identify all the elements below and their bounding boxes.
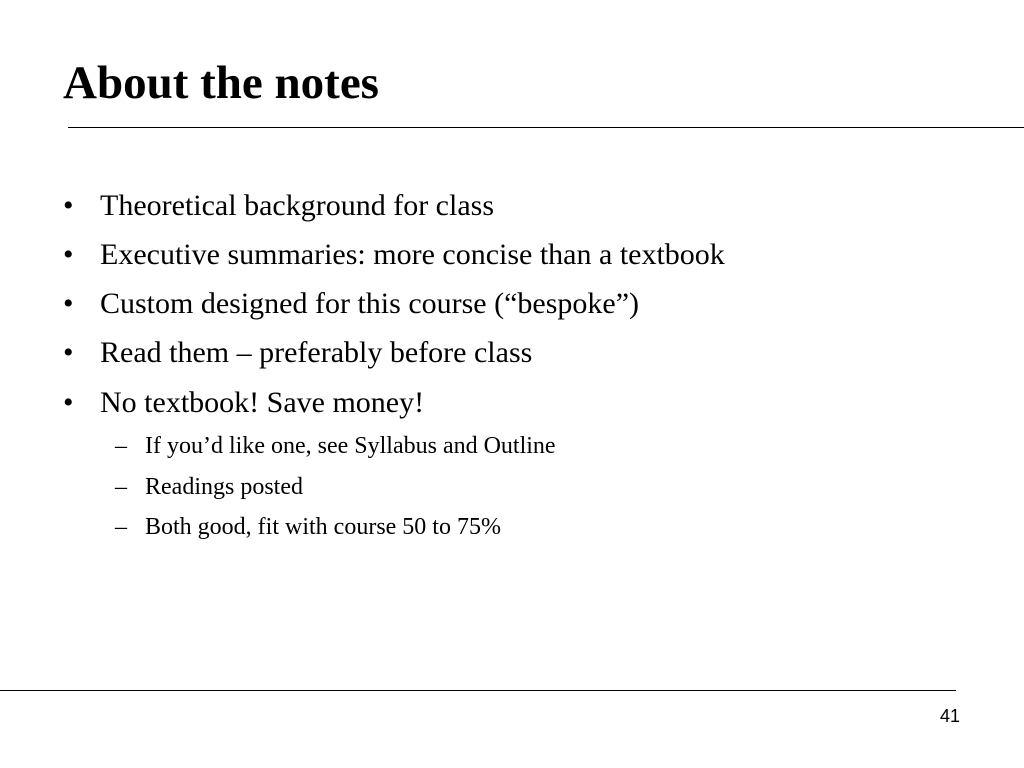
- bullet-marker: •: [63, 287, 74, 320]
- sub-bullet-text: Readings posted: [145, 474, 303, 500]
- slide-title: About the notes: [63, 57, 379, 109]
- sub-bullet-text: If you’d like one, see Syllabus and Outline: [145, 433, 556, 459]
- sub-bullet-text: Both good, fit with course 50 to 75%: [145, 514, 501, 540]
- bullet-item: [63, 187, 494, 225]
- bullet-item: [63, 334, 532, 372]
- bullet-marker: •: [63, 189, 74, 222]
- bullet-text: Executive summaries: more concise than a textbook: [100, 238, 725, 271]
- bullet-item: [63, 236, 725, 274]
- sub-bullet-marker: –: [115, 433, 127, 459]
- sub-bullet-item: [115, 431, 556, 461]
- sub-bullet-marker: –: [115, 514, 127, 540]
- page-number: 41: [939, 706, 960, 726]
- sub-bullet-item: [115, 472, 303, 502]
- bullet-item: [63, 384, 424, 422]
- bullet-text: No textbook! Save money!: [100, 386, 425, 419]
- footer-divider: [0, 690, 956, 691]
- bullet-item: [63, 285, 639, 323]
- bullet-marker: •: [63, 336, 74, 369]
- bullet-marker: •: [63, 238, 74, 271]
- title-divider: [68, 127, 1024, 128]
- bullet-marker: •: [63, 386, 74, 419]
- bullet-text: Custom designed for this course (“bespoke”): [100, 287, 640, 320]
- sub-bullet-item: [115, 512, 501, 542]
- bullet-text: Theoretical background for class: [100, 189, 494, 222]
- sub-bullet-marker: –: [115, 474, 127, 500]
- bullet-text: Read them – preferably before class: [100, 336, 533, 369]
